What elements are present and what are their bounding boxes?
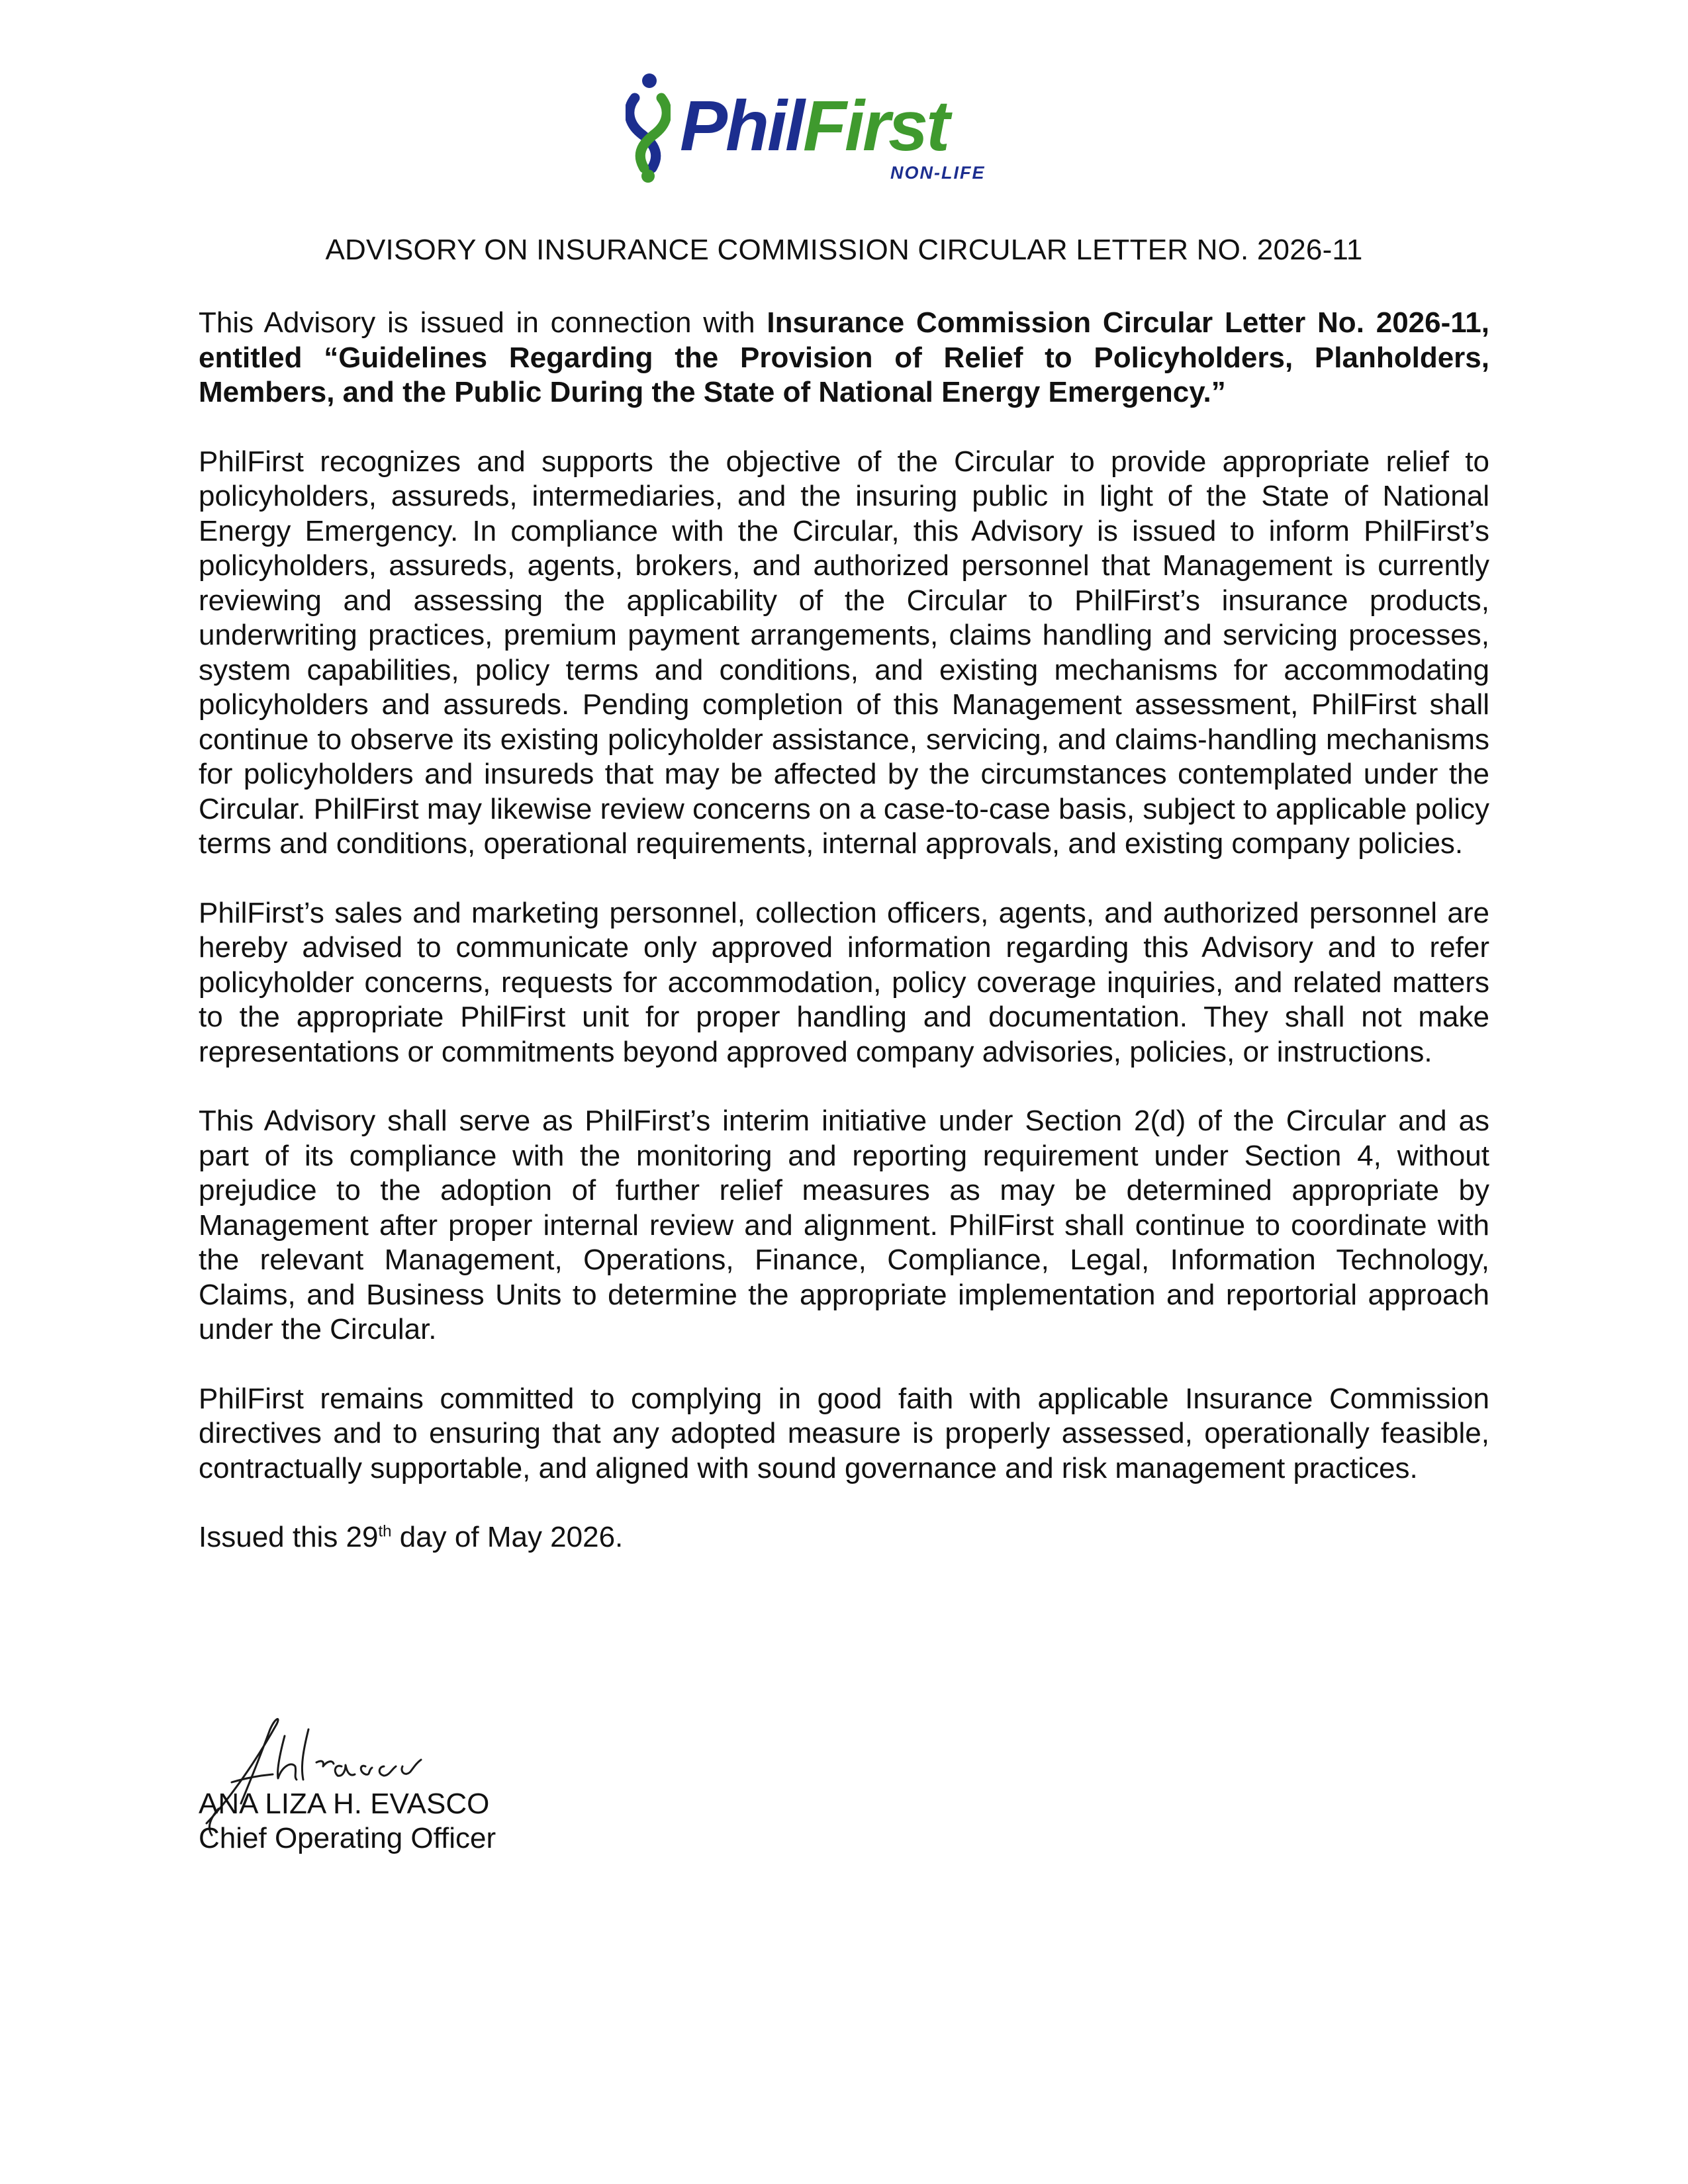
issued-ordinal: th (378, 1522, 392, 1541)
issued-suffix: day of May 2026. (391, 1521, 624, 1553)
issued-prefix: Issued this 29 (199, 1521, 379, 1553)
signatory-position: Chief Operating Officer (199, 1822, 496, 1854)
philfirst-wordmark (680, 85, 949, 165)
signature-block (199, 1698, 662, 1856)
paragraph-commitment: PhilFirst remains committed to complying in good faith with applicable Insurance Commission directives and to ensuring that any adopted measure is properly assessed, operationally feasible, contractually supportable, and aligned with sound governance and risk management practices. (199, 1382, 1489, 1484)
wordmark-first: First (803, 85, 949, 165)
issued-date (199, 1520, 1489, 1555)
advisory-title: ADVISORY ON INSURANCE COMMISSION CIRCULAR LETTER NO. 2026-11 (325, 234, 1363, 266)
paragraph-interim-initiative: This Advisory shall serve as PhilFirst’s interim initiative under Section 2(d) of the Circular and as part of its compliance with the monitoring and reporting requirement under Section 4, without prejudice to the adoption of further relief measures as may be determined appropriate by Management after proper internal review and alignment. PhilFirst shall continue to coordinate with the relevant Management, Operations, Finance, Compliance, Legal, Information Technology, Claims, and Business Units to determine the appropriate implementation and reportorial approach under the Circular. (199, 1105, 1489, 1345)
paragraph-intro (199, 306, 1489, 410)
signatory-name: ANA LIZA H. EVASCO (199, 1788, 490, 1820)
paragraph-intro-lead: This Advisory is issued in connection with (199, 306, 767, 339)
philfirst-logo (626, 71, 1036, 187)
wordmark-phil: Phil (680, 85, 804, 165)
paragraph-personnel: PhilFirst’s sales and marketing personnel, collection officers, agents, and authorized personnel are hereby advised to communicate only approved information regarding this Advisory and to refer policyholder concerns, requests for accommodation, policy coverage inquiries, and related matters to the appropriate PhilFirst unit for proper handling and documentation. They shall not make representations or commitments beyond approved company advisories, policies, or instructions. (199, 896, 1489, 1068)
logo-tagline: NON-LIFE (890, 163, 986, 183)
circular-reference: Insurance Commission Circular Letter No. 2026-11, entitled “Guidelines Regarding the Provision of Relief to Policyholders, Planholders, Members, and the Public During the State of National Energy Emergency.” (199, 306, 1489, 408)
philfirst-figure-icon (626, 71, 671, 184)
paragraph-assessment: PhilFirst recognizes and supports the objective of the Circular to provide appropriate relief to policyholders, assureds, intermediaries, and the insuring public in light of the State of National Energy Emergency. In compliance with the Circular, this Advisory is issued to inform PhilFirst’s policyholders, assureds, agents, brokers, and authorized personnel that Management is currently reviewing and assessing the applicability of the Circular to PhilFirst’s insurance products, underwriting practices, premium payment arrangements, claims handling and servicing processes, system capabilities, policy terms and conditions, and existing mechanisms for accommodating policyholders and assureds. Pending completion of this Management assessment, PhilFirst shall continue to observe its existing policyholder assistance, servicing, and claims-handling mechanisms for policyholders and insureds that may be affected by the circumstances contemplated under the Circular. PhilFirst may likewise review concerns on a case-to-case basis, subject to applicable policy terms and conditions, operational requirements, internal approvals, and existing company policies. (199, 445, 1489, 860)
advisory-body (199, 306, 1489, 1555)
